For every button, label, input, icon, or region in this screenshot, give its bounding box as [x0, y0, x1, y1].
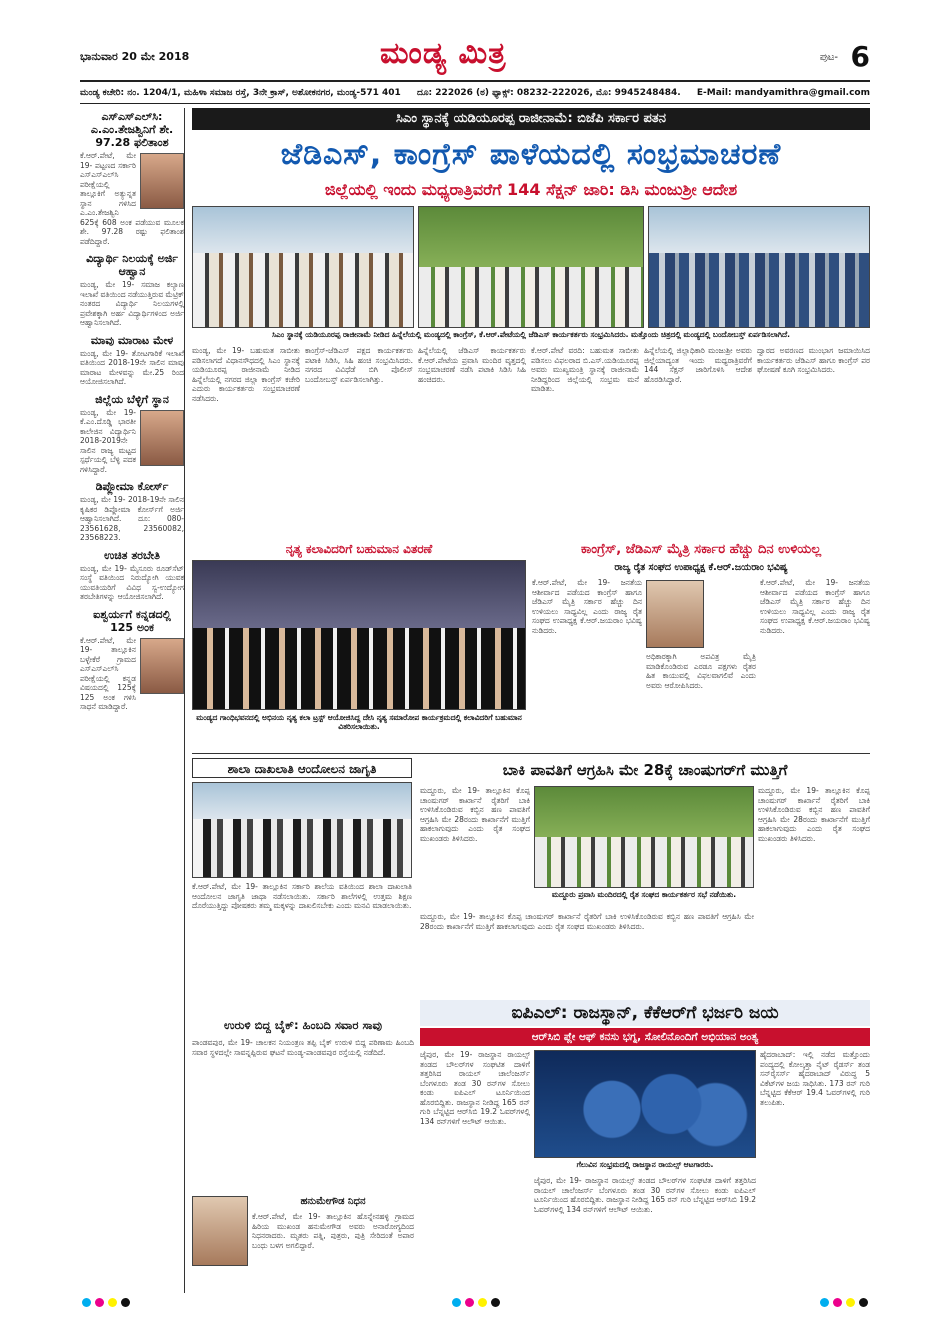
office-address: ಮಂಡ್ಯ ಕಚೇರಿ: ನಂ. 1204/1, ಮಹಿಳಾ ಸಮಾಜ ರಸ್ತೆ, 3ನೇ ಕ್ರಾಸ್, ಅಶೋಕನಗರ, ಮಂಡ್ಯ-571 401: [80, 88, 401, 98]
school-title: ಶಾಲಾ ದಾಖಲಾತಿ ಆಂದೋಲನ ಜಾಗೃತಿ: [192, 758, 412, 778]
brief-title: ವಿದ್ಯಾರ್ಥಿ ನಿಲಯಕ್ಕೆ ಅರ್ಜಿ ಆಹ್ವಾನ: [86, 252, 178, 278]
brief-training: [80, 549, 184, 602]
lead-photo-jds: [418, 206, 644, 328]
brief-text: ಮಂಡ್ಯ, ಮೇ 19- ಕೆ.ಎಂ.ದೊಡ್ಡಿ ಭಾರತೀ ಕಾಲೇಜಿನ ವಿದ್ಯಾರ್ಥಿನಿ 2018-2019ನೇ ಸಾಲಿನ ರಾಜ್ಯ ಮಟ್ಟದ ಸ್ಪರ್ಧೆಯಲ್ಲಿ ಬೆಳ್ಳಿ ಪದಕ ಗಳಿಸಿದ್ದಾರೆ.: [80, 407, 136, 474]
coalition-body-col-2: ಅಧಿಕಾರಕ್ಕಾಗಿ ಅಪವಿತ್ರ ಮೈತ್ರಿ ಮಾಡಿಕೊಂಡಿರುವ ಎರಡೂ ಪಕ್ಷಗಳು ರೈತರ ಹಿತ ಕಾಯುವಲ್ಲಿ ವಿಫಲವಾಗಲಿವೆ ಎಂದು ಅವರು ಆರೋಪಿಸಿದರು.: [646, 652, 756, 690]
brief-title: ಎಸ್‌ಎಸ್‌ಎಲ್‌ಸಿ: ಎ.ಎಂ.ತೇಜಶ್ವಿನಿಗೆ ಶೇ. 97.28 ಫಲಿತಾಂಶ: [90, 110, 174, 149]
student-photo: [140, 638, 184, 694]
brief-sslc-topper: [80, 110, 184, 246]
lead-body-col-6: ದ್ವಾರದ ಅವರಣದ ಮುಂಭಾಗ ಜಮಾಯಿಸಿದ ಕಾರ್ಯಕರ್ತರು ಜೆಡಿಎಸ್ ಹಾಗೂ ಕಾಂಗ್ರೆಸ್ ಪರ ಘೋಷಣೆ ಕೂಗಿ ಸಂಭ್ರಮಿಸಿದರು.: [757, 346, 870, 374]
lead-body-col-1: ಮಂಡ್ಯ, ಮೇ 19- ಬಹುಮತ ಸಾಬೀತು ಪಡಿಸಲಾಗದೆ ವಿಧಾನಸೌಧದಲ್ಲಿ ಸಿಎಂ ಸ್ಥಾನಕ್ಕೆ ಯಡಿಯೂರಪ್ಪ ರಾಜೀನಾಮೆ ನೀಡಿದ ಹಿನ್ನೆಲೆಯಲ್ಲಿ ನಗರದ ಜಿಲ್ಲಾ ಕಾಂಗ್ರೆಸ್ ಕಚೇರಿ ಎದುರು ಕಾರ್ಯಕರ್ತರು ಸಂಭ್ರಮಾಚರಣೆ ನಡೆಸಿದರು.: [192, 346, 300, 403]
page-label: ಪುಟ-: [819, 52, 838, 63]
section-divider: [192, 753, 870, 754]
brief-text: ಮಂಡ್ಯ, ಮೇ 19- 2018-19ನೇ ಸಾಲಿನ ಕೃಷಿಕರ ಡಿಪ್ಲೋಮಾ ಕೋರ್ಸ್‌ಗೆ ಅರ್ಜಿ ಆಹ್ವಾನಿಸಲಾಗಿದೆ. ದೂ: 080-23561628, 23560082, 23568223.: [80, 495, 184, 542]
lead-headline: ಜೆಡಿಎಸ್, ಕಾಂಗ್ರೆಸ್ ಪಾಳೆಯದಲ್ಲಿ ಸಂಭ್ರಮಾಚರಣೆ: [280, 137, 782, 172]
office-phone: ದೂ: 222026 (ಠ) ಫ್ಯಾಕ್ಸ್: 08232-222026, ಮೊ: 9945248484.: [417, 88, 681, 98]
ipl-body-left: ಜೈಪುರ, ಮೇ 19- ರಾಜಸ್ಥಾನ ರಾಯಲ್ಸ್ ತಂಡದ ಬೌಲರ್‌ಗಳ ಸಂಘಟಿತ ದಾಳಿಗೆ ತತ್ತರಿಸಿದ ರಾಯಲ್ ಚಾಲೆಂಜರ್ಸ್ ಬೆಂಗಳೂರು ತಂಡ 30 ರನ್‌ಗಳ ಸೋಲು ಕಂಡು ಐಪಿಎಲ್ ಟೂರ್ನಿಯಿಂದ ಹೊರಬಿದ್ದಿತು. ರಾಜಸ್ಥಾನ ನೀಡಿದ್ದ 165 ರನ್ ಗುರಿ ಬೆನ್ನಟ್ಟಿದ ಆರ್‌ಸಿಬಿ 19.2 ಓವರ್‌ಗಳಲ್ಲಿ 134 ರನ್‌ಗಳಿಗೆ ಆಲೌಟ್ ಆಯಿತು.: [420, 1050, 530, 1126]
coalition-body-col-1: ಕೆ.ಆರ್.ಪೇಟೆ, ಮೇ 19- ಜನತೆಯ ಆಶೀರ್ವಾದ ಪಡೆಯದ ಕಾಂಗ್ರೆಸ್ ಹಾಗೂ ಜೆಡಿಎಸ್ ಮೈತ್ರಿ ಸರ್ಕಾರ ಹೆಚ್ಚು ದಿನ ಉಳಿಯಲು ಸಾಧ್ಯವಿಲ್ಲ ಎಂದು ರಾಜ್ಯ ರೈತ ಸಂಘದ ಉಪಾಧ್ಯಕ್ಷ ಕೆ.ಆರ್.ಜಯರಾಂ ಭವಿಷ್ಯ ನುಡಿದರು.: [532, 578, 642, 635]
registration-marks-center: [452, 1298, 500, 1308]
student-photo: [140, 153, 184, 209]
brief-text: ಕೆ.ಆರ್.ಪೇಟೆ, ಮೇ 19- ತಾಲ್ಲೂಕಿನ ಬಳ್ಳೇಕೆರೆ ಗ್ರಾಮದ ಎಸ್‌ಎಸ್‌ಎಲ್‌ಸಿ ಪರೀಕ್ಷೆಯಲ್ಲಿ ಕನ್ನಡ ವಿಷಯದಲ್ಲಿ 125ಕ್ಕೆ 125 ಅಂಕ ಗಳಿಸಿ ಸಾಧನೆ ಮಾಡಿದ್ದಾರೆ.: [80, 635, 136, 711]
brief-text: ಕೆ.ಆರ್.ಪೇಟೆ, ಮೇ 19- ಪಟ್ಟಣದ ಸರ್ಕಾರಿ ಎಸ್‌ಎಸ್‌ಎಲ್‌ಸಿ ಪರೀಕ್ಷೆಯಲ್ಲಿ ತಾಲ್ಲೂಕಿಗೆ ಅತ್ಯುನ್ನತ ಸ್ಥಾನ ಗಳಿಸಿದ ಎ.ಎಂ.ತೇಜಶ್ವಿನಿ 625ಕ್ಕೆ 608 ಅಂಕ ಪಡೆಯುವ ಮೂಲಕ ಶೇ. 97.28 ರಷ್ಟು ಫಲಿತಾಂಶ ಪಡೆದಿದ್ದಾರೆ.: [80, 151, 184, 246]
dues-caption: ಮದ್ದೂರು ಪ್ರವಾಸಿ ಮಂದಿರದಲ್ಲಿ ರೈತ ಸಂಘದ ಕಾರ್ಯಕರ್ತರ ಸಭೆ ನಡೆಯಿತು.: [551, 890, 737, 899]
brief-title: ಡಿಪ್ಲೋಮಾ ಕೋರ್ಸ್: [95, 480, 169, 493]
lead-photo-caption: ಸಿಎಂ ಸ್ಥಾನಕ್ಕೆ ಯಡಿಯೂರಪ್ಪ ರಾಜೀನಾಮೆ ನೀಡಿದ ಹಿನ್ನೆಲೆಯಲ್ಲಿ ಮಂಡ್ಯದಲ್ಲಿ ಕಾಂಗ್ರೆಸ್, ಕೆ.ಆರ್.ಪೇಟೆಯಲ್ಲಿ ಜೆಡಿಎಸ್ ಕಾರ್ಯಕರ್ತರು ಸಂಭ್ರಮಿಸಿದರು. ಮತ್ತೊಂದು ಚಿತ್ರದಲ್ಲಿ ಮಂಡ್ಯದಲ್ಲಿ ಬಂದೋಬಸ್ತ್ ಏರ್ಪಡಿಸಲಾಗಿದೆ.: [272, 330, 790, 339]
lead-kicker: ಸಿಎಂ ಸ್ಥಾನಕ್ಕೆ ಯಡಿಯೂರಪ್ಪ ರಾಜೀನಾಮೆ: ಬಿಜೆಪಿ ಸರ್ಕಾರ ಪತನ: [192, 108, 870, 130]
masthead: [80, 36, 870, 82]
dues-body-col-1: ಮದ್ದೂರು, ಮೇ 19- ತಾಲ್ಲೂಕಿನ ಕೊಪ್ಪ ಚಾಂಷುಗರ್ ಕಾರ್ಖಾನೆ ರೈತರಿಗೆ ಬಾಕಿ ಉಳಿಸಿಕೊಂಡಿರುವ ಕಬ್ಬಿನ ಹಣ ಪಾವತಿಗೆ ಆಗ್ರಹಿಸಿ ಮೇ 28ರಂದು ಕಾರ್ಖಾನೆಗೆ ಮುತ್ತಿಗೆ ಹಾಕಲಾಗುವುದು ಎಂದು ರೈತ ಸಂಘದ ಮುಖಂಡರು ತಿಳಿಸಿದರು.: [420, 786, 530, 843]
ipl-title: ಐಪಿಎಲ್: ರಾಜಸ್ಥಾನ್, ಕೆಕೆಆರ್‌ಗೆ ಭರ್ಜರಿ ಜಯ: [420, 1000, 870, 1026]
dance-title: ನೃತ್ಯ ಕಲಾವಿದರಿಗೆ ಬಹುಮಾನ ವಿತರಣೆ: [285, 542, 433, 556]
coalition-subtitle: ರಾಜ್ಯ ರೈತ ಸಂಘದ ಉಪಾಧ್ಯಕ್ಷ ಕೆ.ಆರ್.ಜಯರಾಂ ಭವಿಷ್ಯ: [614, 562, 788, 573]
bike-body: ಪಾಂಡವಪುರ, ಮೇ 19- ಚಾಲಕನ ನಿಯಂತ್ರಣ ತಪ್ಪಿ ಬೈಕ್ ಉರುಳಿ ಬಿದ್ದ ಪರಿಣಾಮ ಹಿಂಬದಿ ಸವಾರ ಸ್ಥಳದಲ್ಲೇ ಸಾವನ್ನಪ್ಪಿರುವ ಘಟನೆ ಮಂಡ್ಯ-ಪಾಂಡವಪುರ ರಸ್ತೆಯಲ್ಲಿ ನಡೆದಿದೆ.: [192, 1038, 414, 1057]
lead-body-col-2: ಕಾಂಗ್ರೆಸ್-ಜೆಡಿಎಸ್ ಪಕ್ಷದ ಕಾರ್ಯಕರ್ತರು ಪಟಾಕಿ ಸಿಡಿಸಿ, ಸಿಹಿ ಹಂಚಿ ಸಂಭ್ರಮಿಸಿದರು. ನಗರದ ವಿವಿಧೆಡೆ ಬಿಗಿ ಪೊಲೀಸ್ ಬಂದೋಬಸ್ತ್ ಏರ್ಪಡಿಸಲಾಗಿತ್ತು.: [305, 346, 413, 384]
jayaram-photo: [646, 580, 704, 648]
lead-photo-police: [648, 206, 870, 328]
lead-body-col-4: ಕೆ.ಆರ್.ಪೇಟೆ ವರದಿ: ಬಹುಮತ ಸಾಬೀತು ಪಡಿಸಲು ವಿಫಲರಾದ ಬಿ.ಎಸ್.ಯಡಿಯೂರಪ್ಪ ಅವರು ಮುಖ್ಯಮಂತ್ರಿ ಸ್ಥಾನಕ್ಕೆ ರಾಜೀನಾಮೆ ನೀಡಿದ್ದರಿಂದ ಜಿಲ್ಲೆಯಲ್ಲಿ ಸಂಭ್ರಮ ಮನೆ ಮಾಡಿತು.: [531, 346, 639, 393]
brief-mango-fair: [80, 334, 184, 387]
lead-photo-congress: [192, 206, 414, 328]
dues-body-lower: ಮದ್ದೂರು, ಮೇ 19- ತಾಲ್ಲೂಕಿನ ಕೊಪ್ಪ ಚಾಂಷುಗರ್ ಕಾರ್ಖಾನೆ ರೈತರಿಗೆ ಬಾಕಿ ಉಳಿಸಿಕೊಂಡಿರುವ ಕಬ್ಬಿನ ಹಣ ಪಾವತಿಗೆ ಆಗ್ರಹಿಸಿ ಮೇ 28ರಂದು ಕಾರ್ಖಾನೆಗೆ ಮುತ್ತಿಗೆ ಹಾಕಲಾಗುವುದು ಎಂದು ರೈತ ಸಂಘದ ಮುಖಂಡರು ತಿಳಿಸಿದರು.: [420, 912, 754, 931]
obituary-photo: [192, 1196, 248, 1266]
dues-photo: [534, 786, 754, 888]
brief-title: ಮಾವು ಮಾರಾಟ ಮೇಳ: [90, 333, 174, 347]
issue-date: ಭಾನುವಾರ 20 ಮೇ 2018: [80, 50, 190, 63]
dance-caption: ಮಂಡ್ಯದ ಗಾಂಧಿಭವನದಲ್ಲಿ ಅಭಿನಯ ನೃತ್ಯ ಕಲಾ ಟ್ರಸ್ಟ್ ಆಯೋಜಿಸಿದ್ದ ದೇಸಿ ನೃತ್ಯ ಸಮಾರೋಪ ಕಾರ್ಯಕ್ರಮದಲ್ಲಿ ಕಲಾವಿದರಿಗೆ ಬಹುಮಾನ ವಿತರಿಸಲಾಯಿತು.: [196, 713, 522, 731]
registration-marks-left: [82, 1298, 130, 1308]
address-bar: [80, 88, 870, 104]
school-photo: [192, 782, 412, 878]
briefs-column: [80, 108, 185, 1293]
lead-body-col-5: ಹಿನ್ನೆಲೆಯಲ್ಲಿ ಜಿಲ್ಲಾಧಿಕಾರಿ ಮಂಜುಶ್ರೀ ಅವರು ಜಿಲ್ಲೆಯಾದ್ಯಂತ ಇಂದು ಮಧ್ಯರಾತ್ರಿವರೆಗೆ 144 ಸೆಕ್ಷನ್ ಜಾರಿಗೊಳಿಸಿ ಆದೇಶ ಹೊರಡಿಸಿದ್ದಾರೆ.: [644, 346, 752, 384]
dues-body-col-3: ಮದ್ದೂರು, ಮೇ 19- ತಾಲ್ಲೂಕಿನ ಕೊಪ್ಪ ಚಾಂಷುಗರ್ ಕಾರ್ಖಾನೆ ರೈತರಿಗೆ ಬಾಕಿ ಉಳಿಸಿಕೊಂಡಿರುವ ಕಬ್ಬಿನ ಹಣ ಪಾವತಿಗೆ ಆಗ್ರಹಿಸಿ ಮೇ 28ರಂದು ಕಾರ್ಖಾನೆಗೆ ಮುತ್ತಿಗೆ ಹಾಕಲಾಗುವುದು ಎಂದು ರೈತ ಸಂಘದ ಮುಖಂಡರು ತಿಳಿಸಿದರು.: [758, 786, 870, 843]
brief-text: ಮಂಡ್ಯ, ಮೇ 19- ಮೈಸೂರು ರೂಡ್‌ಸೆಟ್ ಸಂಸ್ಥೆ ವತಿಯಿಂದ ನಿರುದ್ಯೋಗಿ ಯುವಕ ಯುವತಿಯರಿಗೆ ವಿವಿಧ ಸ್ವ-ಉದ್ಯೋಗ ತರಬೇತಿಗಳನ್ನು ಆಯೋಜಿಸಲಾಗಿದೆ.: [80, 563, 184, 601]
newspaper-logo: ಮಂಡ್ಯ ಮಿತ್ರ: [380, 36, 507, 71]
brief-kannada-marks: [80, 608, 184, 712]
ipl-caption: ಗೆಲುವಿನ ಸಂಭ್ರಮದಲ್ಲಿ ರಾಜಸ್ಥಾನ ರಾಯಲ್ಸ್ ಆಟಗಾರರು.: [576, 1160, 714, 1169]
ipl-photo: [534, 1050, 756, 1158]
student-photo: [140, 410, 184, 466]
obituary-title: ಹನುಮೇಗೌಡ ನಿಧನ: [300, 1196, 366, 1207]
school-body: ಕೆ.ಆರ್.ಪೇಟೆ, ಮೇ 19- ತಾಲ್ಲೂಕಿನ ಸರ್ಕಾರಿ ಶಾಲೆಯ ವತಿಯಿಂದ ಶಾಲಾ ದಾಖಲಾತಿ ಆಂದೋಲನ ಜಾಗೃತಿ ಜಾಥಾ ನಡೆಸಲಾಯಿತು. ಸರ್ಕಾರಿ ಶಾಲೆಗಳಲ್ಲಿ ಉತ್ತಮ ಶಿಕ್ಷಣ ದೊರೆಯುತ್ತಿದ್ದು ಪೋಷಕರು ತಮ್ಮ ಮಕ್ಕಳನ್ನು ದಾಖಲಿಸಬೇಕು ಎಂದು ಮನವಿ ಮಾಡಲಾಯಿತು.: [192, 882, 412, 910]
registration-marks-right: [820, 1298, 868, 1308]
ipl-subtitle: ಆರ್‌ಸಿಬಿ ಪ್ಲೇ ಆಫ್ ಕನಸು ಭಗ್ನ, ಸೋಲಿನೊಂದಿಗೆ ಅಭಿಯಾನ ಅಂತ್ಯ: [420, 1028, 870, 1046]
lead-body-col-3: ಹಿನ್ನೆಲೆಯಲ್ಲಿ ಜೆಡಿಎಸ್ ಕಾರ್ಯಕರ್ತರು ಕೆ.ಆರ್.ಪೇಟೆಯ ಪ್ರವಾಸಿ ಮಂದಿರ ವೃತ್ತದಲ್ಲಿ ಸಂಭ್ರಮಾಚರಣೆ ನಡೆಸಿ ಪಟಾಕಿ ಸಿಡಿಸಿ ಸಿಹಿ ಹಂಚಿದರು.: [418, 346, 526, 384]
brief-title: ಜಿಲ್ಲೆಯ ಬೆಳ್ಳಿಗೆ ಸ್ಥಾನ: [95, 392, 169, 406]
bike-title: ಉರುಳಿ ಬಿದ್ದ ಬೈಕ್: ಹಿಂಬದಿ ಸವಾರ ಸಾವು: [223, 1018, 382, 1032]
brief-text: ಮಂಡ್ಯ, ಮೇ 19- ಸಮಾಜ ಕಲ್ಯಾಣ ಇಲಾಖೆ ವತಿಯಿಂದ ನಡೆಯುತ್ತಿರುವ ಮೆಟ್ರಿಕ್ ನಂತರದ ವಿದ್ಯಾರ್ಥಿ ನಿಲಯಗಳಲ್ಲಿ ಪ್ರವೇಶಕ್ಕಾಗಿ ಅರ್ಹ ವಿದ್ಯಾರ್ಥಿಗಳಿಂದ ಅರ್ಜಿ ಆಹ್ವಾನಿಸಲಾಗಿದೆ.: [80, 280, 184, 327]
ipl-body-right: ಹೈದರಾಬಾದ್: ಇಲ್ಲಿ ನಡೆದ ಮತ್ತೊಂದು ಪಂದ್ಯದಲ್ಲಿ ಕೋಲ್ಕತ್ತಾ ನೈಟ್ ರೈಡರ್ಸ್ ತಂಡ ಸನ್‌ರೈಸರ್ಸ್ ಹೈದರಾಬಾದ್ ವಿರುದ್ಧ 5 ವಿಕೆಟ್‌ಗಳ ಜಯ ಸಾಧಿಸಿತು. 173 ರನ್ ಗುರಿ ಬೆನ್ನಟ್ಟಿದ ಕೆಕೆಆರ್ 19.4 ಓವರ್‌ಗಳಲ್ಲಿ ಗುರಿ ತಲುಪಿತು.: [760, 1050, 870, 1107]
brief-title: ಉಚಿತ ತರಬೇತಿ: [104, 548, 160, 562]
coalition-body-col-3: ಕೆ.ಆರ್.ಪೇಟೆ, ಮೇ 19- ಜನತೆಯ ಆಶೀರ್ವಾದ ಪಡೆಯದ ಕಾಂಗ್ರೆಸ್ ಹಾಗೂ ಜೆಡಿಎಸ್ ಮೈತ್ರಿ ಸರ್ಕಾರ ಹೆಚ್ಚು ದಿನ ಉಳಿಯಲು ಸಾಧ್ಯವಿಲ್ಲ ಎಂದು ರಾಜ್ಯ ರೈತ ಸಂಘದ ಉಪಾಧ್ಯಕ್ಷ ಕೆ.ಆರ್.ಜಯರಾಂ ಭವಿಷ್ಯ ನುಡಿದರು.: [760, 578, 870, 635]
obituary-body: ಕೆ.ಆರ್.ಪೇಟೆ, ಮೇ 19- ತಾಲ್ಲೂಕಿನ ಹೊನ್ನೇನಹಳ್ಳಿ ಗ್ರಾಮದ ಹಿರಿಯ ಮುಖಂಡ ಹನುಮೇಗೌಡ ಅವರು ಅನಾರೋಗ್ಯದಿಂದ ನಿಧನರಾದರು. ಮೃತರು ಪತ್ನಿ, ಪುತ್ರರು, ಪುತ್ರಿ ಸೇರಿದಂತೆ ಅಪಾರ ಬಂಧು ಬಳಗ ಅಗಲಿದ್ದಾರೆ.: [252, 1212, 414, 1250]
brief-diploma: [80, 480, 184, 543]
brief-text: ಮಂಡ್ಯ, ಮೇ 19- ತೋಟಗಾರಿಕೆ ಇಲಾಖೆ ವತಿಯಿಂದ 2018-19ನೇ ಸಾಲಿನ ಮಾವು ಮಾರಾಟ ಮೇಳವನ್ನು ಮೇ.25 ರಿಂದ ಆಯೋಜಿಸಲಾಗಿದೆ.: [80, 348, 184, 386]
brief-silver-medal: [80, 393, 184, 475]
coalition-title: ಕಾಂಗ್ರೆಸ್, ಜೆಡಿಎಸ್ ಮೈತ್ರಿ ಸರ್ಕಾರ ಹೆಚ್ಚು ದಿನ ಉಳಿಯಲ್ಲ: [580, 542, 822, 557]
lead-subhead: ಜಿಲ್ಲೆಯಲ್ಲಿ ಇಂದು ಮಧ್ಯರಾತ್ರಿವರೆಗೆ 144 ಸೆಕ್ಷನ್ ಜಾರಿ: ಡಿಸಿ ಮಂಜುಶ್ರೀ ಆದೇಶ: [324, 180, 738, 199]
dues-title: ಬಾಕಿ ಪಾವತಿಗೆ ಆಗ್ರಹಿಸಿ ಮೇ 28ಕ್ಕೆ ಚಾಂಷುಗರ್‌ಗೆ ಮುತ್ತಿಗೆ: [502, 761, 788, 779]
brief-title: ಐಶ್ವರ್ಯಗೆ ಕನ್ನಡದಲ್ಲಿ 125 ಅಂಕ: [93, 607, 171, 634]
dance-photo: [192, 560, 526, 710]
brief-hostel: [80, 252, 184, 328]
page-number: 6: [850, 40, 870, 73]
ipl-body-middle: ಜೈಪುರ, ಮೇ 19- ರಾಜಸ್ಥಾನ ರಾಯಲ್ಸ್ ತಂಡದ ಬೌಲರ್‌ಗಳ ಸಂಘಟಿತ ದಾಳಿಗೆ ತತ್ತರಿಸಿದ ರಾಯಲ್ ಚಾಲೆಂಜರ್ಸ್ ಬೆಂಗಳೂರು ತಂಡ 30 ರನ್‌ಗಳ ಸೋಲು ಕಂಡು ಐಪಿಎಲ್ ಟೂರ್ನಿಯಿಂದ ಹೊರಬಿದ್ದಿತು. ರಾಜಸ್ಥಾನ ನೀಡಿದ್ದ 165 ರನ್ ಗುರಿ ಬೆನ್ನಟ್ಟಿದ ಆರ್‌ಸಿಬಿ 19.2 ಓವರ್‌ಗಳಲ್ಲಿ 134 ರನ್‌ಗಳಿಗೆ ಆಲೌಟ್ ಆಯಿತು.: [534, 1176, 756, 1214]
office-email: E-Mail: mandyamithra@gmail.com: [696, 88, 870, 98]
